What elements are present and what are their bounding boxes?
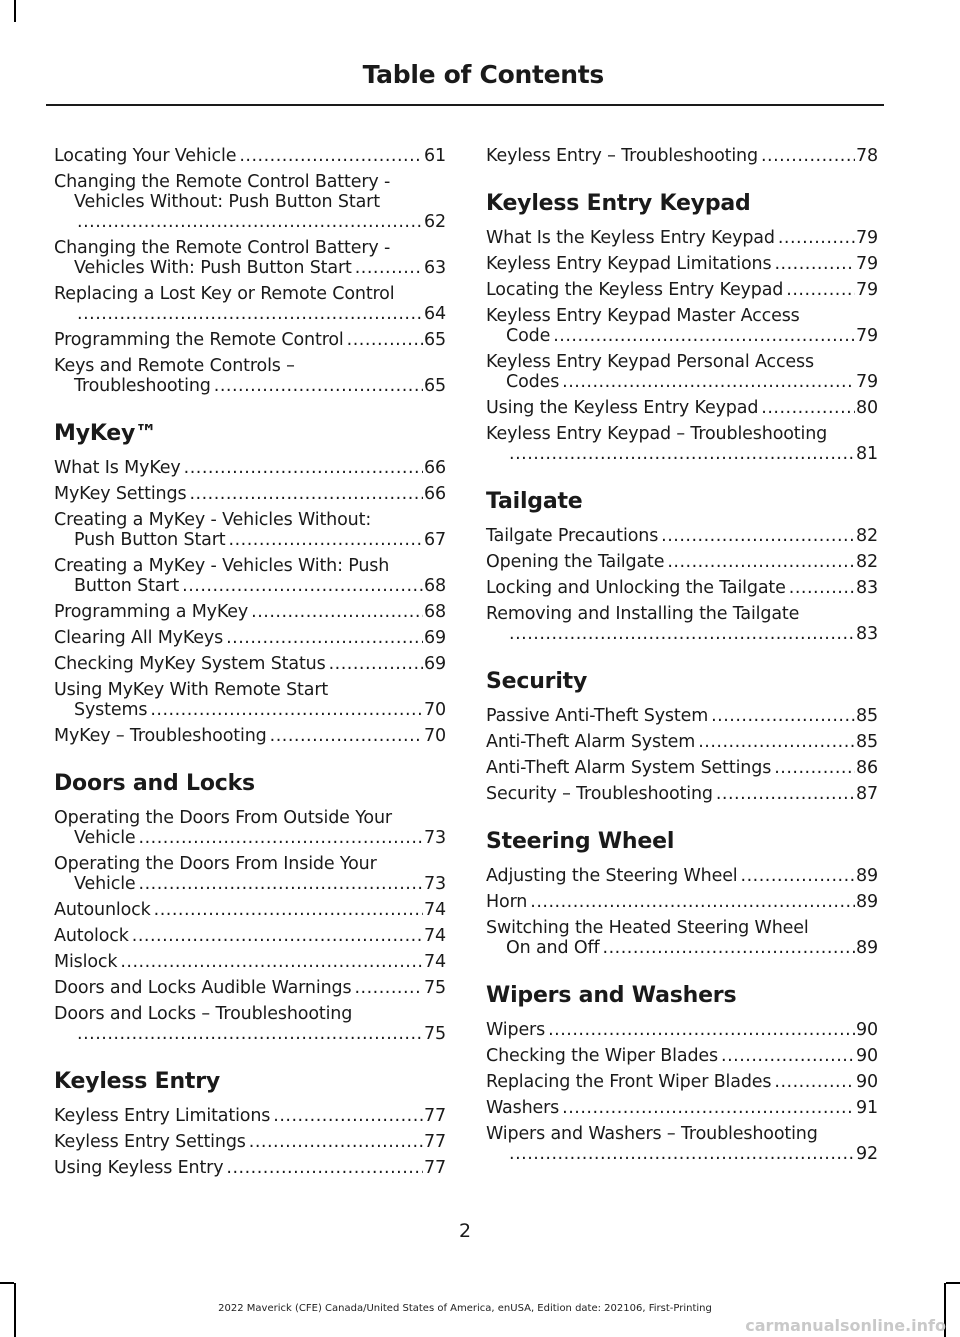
toc-entry[interactable] bbox=[54, 510, 446, 550]
toc-entry[interactable] bbox=[54, 172, 446, 232]
toc-entry-title: Removing and Installing the Tailgate bbox=[486, 604, 800, 624]
toc-entry-page: 73 bbox=[424, 874, 446, 894]
dot-leader bbox=[778, 228, 855, 248]
dot-leader bbox=[548, 1020, 855, 1040]
toc-entry[interactable] bbox=[54, 284, 446, 324]
section-heading-security: Security bbox=[486, 669, 588, 694]
toc-left-column bbox=[54, 146, 446, 1184]
toc-entry-page: 63 bbox=[424, 258, 446, 278]
toc-entry[interactable] bbox=[54, 1106, 446, 1126]
dot-leader bbox=[273, 1106, 423, 1126]
toc-entry[interactable] bbox=[486, 526, 878, 546]
toc-entry[interactable] bbox=[486, 918, 878, 958]
toc-entry[interactable] bbox=[486, 352, 878, 392]
toc-entry[interactable] bbox=[486, 604, 878, 644]
section-heading-mykey: MyKey™ bbox=[54, 421, 157, 446]
dot-leader bbox=[721, 1046, 855, 1066]
toc-entry-title: Using MyKey With Remote Start bbox=[54, 680, 329, 700]
dot-leader bbox=[354, 978, 423, 998]
dot-leader bbox=[774, 1072, 855, 1092]
dot-leader bbox=[347, 330, 423, 350]
toc-entry[interactable] bbox=[54, 808, 446, 848]
dot-leader bbox=[120, 952, 423, 972]
toc-entry[interactable] bbox=[486, 1072, 878, 1092]
dot-leader bbox=[711, 706, 855, 726]
toc-entry-title: Vehicles Without: Push Button Start bbox=[74, 192, 380, 212]
toc-entry-title: Keyless Entry – Troubleshooting bbox=[486, 146, 758, 166]
toc-entry-title: Autounlock bbox=[54, 900, 151, 920]
toc-entry-title: Keys and Remote Controls – bbox=[54, 356, 295, 376]
toc-entry-title: Autolock bbox=[54, 926, 129, 946]
toc-entry-title: Programming the Remote Control bbox=[54, 330, 344, 350]
title-rule bbox=[46, 104, 884, 106]
toc-entry-title: Doors and Locks – Troubleshooting bbox=[54, 1004, 353, 1024]
crop-mark-bottom-left-h bbox=[0, 1282, 14, 1284]
dot-leader bbox=[761, 398, 855, 418]
toc-entry-title: Checking MyKey System Status bbox=[54, 654, 326, 674]
toc-entry-page: 92 bbox=[856, 1144, 878, 1164]
dot-leader bbox=[226, 628, 423, 648]
toc-entry[interactable] bbox=[486, 552, 878, 572]
toc-entry[interactable] bbox=[486, 306, 878, 346]
toc-entry-page: 65 bbox=[424, 330, 446, 350]
dot-leader bbox=[667, 552, 855, 572]
crop-mark-top-left bbox=[14, 0, 16, 22]
dot-leader bbox=[774, 254, 855, 274]
toc-entry-title: Creating a MyKey - Vehicles With: Push bbox=[54, 556, 390, 576]
dot-leader bbox=[329, 654, 423, 674]
toc-entry-title: Checking the Wiper Blades bbox=[486, 1046, 718, 1066]
toc-entry-page: 79 bbox=[856, 280, 878, 300]
section-heading-tailgate: Tailgate bbox=[486, 489, 583, 514]
toc-entry[interactable] bbox=[54, 602, 446, 622]
toc-entry-page: 64 bbox=[424, 304, 446, 324]
toc-entry-title: Creating a MyKey - Vehicles Without: bbox=[54, 510, 372, 530]
toc-entry-page: 89 bbox=[856, 938, 878, 958]
dot-leader bbox=[774, 758, 855, 778]
toc-entry-page: 79 bbox=[856, 326, 878, 346]
toc-entry-title: Adjusting the Steering Wheel bbox=[486, 866, 738, 886]
section-heading-keyless-entry-keypad: Keyless Entry Keypad bbox=[486, 191, 751, 216]
toc-entry-page: 82 bbox=[856, 526, 878, 546]
toc-entry[interactable] bbox=[54, 356, 446, 396]
toc-entry[interactable] bbox=[54, 146, 446, 166]
toc-entry-title: Systems bbox=[74, 700, 148, 720]
toc-entry-page: 90 bbox=[856, 1046, 878, 1066]
toc-entry[interactable] bbox=[486, 146, 878, 166]
toc-entry[interactable] bbox=[54, 900, 446, 920]
toc-entry-title: MyKey – Troubleshooting bbox=[54, 726, 267, 746]
toc-entry-page: 75 bbox=[424, 978, 446, 998]
toc-entry-title: Washers bbox=[486, 1098, 560, 1118]
toc-entry-page: 89 bbox=[856, 866, 878, 886]
toc-entry-page: 81 bbox=[856, 444, 878, 464]
toc-entry-page: 70 bbox=[424, 700, 446, 720]
toc-entry[interactable] bbox=[54, 726, 446, 746]
toc-entry-title: Using Keyless Entry bbox=[54, 1158, 224, 1178]
toc-right-column bbox=[486, 146, 878, 1170]
toc-entry[interactable] bbox=[486, 254, 878, 274]
dot-leader bbox=[786, 280, 855, 300]
toc-entry-title: Keyless Entry Keypad Personal Access bbox=[486, 352, 814, 372]
toc-entry-title: Keyless Entry Keypad – Troubleshooting bbox=[486, 424, 828, 444]
toc-entry-title: Vehicles With: Push Button Start bbox=[74, 258, 352, 278]
dot-leader bbox=[132, 926, 423, 946]
toc-entry-title: Vehicle bbox=[74, 828, 136, 848]
toc-entry[interactable] bbox=[54, 330, 446, 350]
dot-leader bbox=[182, 576, 423, 596]
toc-entry-page: 62 bbox=[424, 212, 446, 232]
toc-entry-title: Keyless Entry Keypad Limitations bbox=[486, 254, 772, 274]
toc-entry-page: 77 bbox=[424, 1158, 446, 1178]
toc-entry[interactable] bbox=[486, 732, 878, 752]
dot-leader bbox=[509, 1144, 855, 1164]
toc-entry-page: 66 bbox=[424, 458, 446, 478]
toc-entry-page: 91 bbox=[856, 1098, 878, 1118]
toc-entry[interactable] bbox=[486, 706, 878, 726]
dot-leader bbox=[214, 376, 423, 396]
toc-entry-title: Horn bbox=[486, 892, 528, 912]
dot-leader bbox=[139, 828, 423, 848]
toc-entry-page: 74 bbox=[424, 926, 446, 946]
dot-leader bbox=[789, 578, 855, 598]
dot-leader bbox=[553, 326, 855, 346]
toc-entry-page: 90 bbox=[856, 1072, 878, 1092]
footer-edition-info: 2022 Maverick (CFE) Canada/United States of America, enUSA, Edition date: 202106, First-Printing bbox=[218, 1303, 712, 1314]
toc-entry-page: 85 bbox=[856, 706, 878, 726]
toc-entry-title: Code bbox=[506, 326, 551, 346]
toc-entry[interactable] bbox=[54, 1158, 446, 1178]
toc-entry[interactable] bbox=[486, 1046, 878, 1066]
toc-entry-title: Codes bbox=[506, 372, 560, 392]
dot-leader bbox=[226, 1158, 423, 1178]
page-number: 2 bbox=[458, 1220, 472, 1242]
toc-entry[interactable] bbox=[486, 892, 878, 912]
toc-entry-page: 69 bbox=[424, 654, 446, 674]
toc-entry[interactable] bbox=[54, 854, 446, 894]
toc-entry-page: 82 bbox=[856, 552, 878, 572]
toc-entry-page: 69 bbox=[424, 628, 446, 648]
toc-entry[interactable] bbox=[486, 1098, 878, 1118]
toc-entry-page: 74 bbox=[424, 952, 446, 972]
toc-entry[interactable] bbox=[54, 458, 446, 478]
toc-entry-page: 79 bbox=[856, 228, 878, 248]
toc-entry-title: Security – Troubleshooting bbox=[486, 784, 713, 804]
toc-entry-title: Changing the Remote Control Battery - bbox=[54, 172, 391, 192]
toc-entry[interactable] bbox=[54, 926, 446, 946]
dot-leader bbox=[355, 258, 423, 278]
toc-entry-title: Keyless Entry Limitations bbox=[54, 1106, 271, 1126]
toc-entry[interactable] bbox=[486, 758, 878, 778]
toc-entry-title: Vehicle bbox=[74, 874, 136, 894]
toc-entry-page: 79 bbox=[856, 254, 878, 274]
toc-entry-title: On and Off bbox=[506, 938, 600, 958]
dot-leader bbox=[251, 602, 423, 622]
dot-leader bbox=[509, 624, 855, 644]
toc-entry[interactable] bbox=[486, 280, 878, 300]
toc-entry[interactable] bbox=[486, 398, 878, 418]
toc-entry-title: Mislock bbox=[54, 952, 118, 972]
toc-entry[interactable] bbox=[54, 654, 446, 674]
dot-leader bbox=[509, 444, 855, 464]
section-heading-keyless-entry: Keyless Entry bbox=[54, 1069, 221, 1094]
dot-leader bbox=[77, 212, 423, 232]
dot-leader bbox=[184, 458, 423, 478]
toc-entry-title: Operating the Doors From Inside Your bbox=[54, 854, 377, 874]
toc-entry-title: What Is the Keyless Entry Keypad bbox=[486, 228, 775, 248]
toc-entry-title: MyKey Settings bbox=[54, 484, 187, 504]
toc-entry-page: 65 bbox=[424, 376, 446, 396]
toc-entry-title: Keyless Entry Keypad Master Access bbox=[486, 306, 800, 326]
toc-entry-page: 74 bbox=[424, 900, 446, 920]
dot-leader bbox=[139, 874, 423, 894]
dot-leader bbox=[761, 146, 855, 166]
dot-leader bbox=[229, 530, 424, 550]
dot-leader bbox=[77, 304, 423, 324]
dot-leader bbox=[189, 484, 423, 504]
watermark: carmanualsonline.info bbox=[745, 1316, 946, 1335]
toc-entry-page: 70 bbox=[424, 726, 446, 746]
toc-entry-page: 73 bbox=[424, 828, 446, 848]
section-heading-wipers-and-washers: Wipers and Washers bbox=[486, 983, 737, 1008]
dot-leader bbox=[661, 526, 855, 546]
toc-entry-title: Button Start bbox=[74, 576, 180, 596]
toc-entry-title: Locating the Keyless Entry Keypad bbox=[486, 280, 784, 300]
dot-leader bbox=[154, 900, 423, 920]
toc-entry-title: Wipers bbox=[486, 1020, 546, 1040]
dot-leader bbox=[530, 892, 855, 912]
toc-entry-title: Clearing All MyKeys bbox=[54, 628, 224, 648]
toc-entry-title: Programming a MyKey bbox=[54, 602, 249, 622]
toc-entry-title: Locating Your Vehicle bbox=[54, 146, 237, 166]
toc-entry-title: Push Button Start bbox=[74, 530, 226, 550]
dot-leader bbox=[562, 372, 855, 392]
dot-leader bbox=[698, 732, 855, 752]
toc-entry-page: 78 bbox=[856, 146, 878, 166]
toc-entry-page: 79 bbox=[856, 372, 878, 392]
section-heading-steering-wheel: Steering Wheel bbox=[486, 829, 675, 854]
toc-entry-title: Wipers and Washers – Troubleshooting bbox=[486, 1124, 818, 1144]
toc-entry-title: Passive Anti-Theft System bbox=[486, 706, 709, 726]
toc-entry-page: 66 bbox=[424, 484, 446, 504]
toc-entry[interactable] bbox=[54, 484, 446, 504]
dot-leader bbox=[741, 866, 856, 886]
toc-entry-page: 89 bbox=[856, 892, 878, 912]
toc-entry[interactable] bbox=[486, 1124, 878, 1164]
dot-leader bbox=[716, 784, 855, 804]
dot-leader bbox=[603, 938, 856, 958]
toc-entry-page: 67 bbox=[424, 530, 446, 550]
toc-entry-title: Changing the Remote Control Battery - bbox=[54, 238, 391, 258]
toc-entry[interactable] bbox=[54, 1004, 446, 1044]
dot-leader bbox=[239, 146, 423, 166]
toc-entry-title: Replacing a Lost Key or Remote Control bbox=[54, 284, 395, 304]
toc-entry-page: 85 bbox=[856, 732, 878, 752]
toc-entry-page: 87 bbox=[856, 784, 878, 804]
toc-entry-page: 68 bbox=[424, 602, 446, 622]
toc-entry[interactable] bbox=[54, 556, 446, 596]
dot-leader bbox=[77, 1024, 423, 1044]
dot-leader bbox=[249, 1132, 423, 1152]
toc-entry[interactable] bbox=[486, 1020, 878, 1040]
toc-entry-title: Troubleshooting bbox=[74, 376, 211, 396]
toc-entry[interactable] bbox=[54, 978, 446, 998]
toc-entry-page: 68 bbox=[424, 576, 446, 596]
toc-entry-page: 83 bbox=[856, 578, 878, 598]
toc-entry-title: What Is MyKey bbox=[54, 458, 181, 478]
toc-entry[interactable] bbox=[54, 628, 446, 648]
toc-entry-title: Anti-Theft Alarm System bbox=[486, 732, 696, 752]
toc-entry-title: Operating the Doors From Outside Your bbox=[54, 808, 392, 828]
toc-entry-title: Doors and Locks Audible Warnings bbox=[54, 978, 352, 998]
toc-entry-title: Opening the Tailgate bbox=[486, 552, 665, 572]
dot-leader bbox=[562, 1098, 855, 1118]
page-title: Table of Contents bbox=[362, 60, 604, 89]
toc-entry[interactable] bbox=[486, 866, 878, 886]
toc-entry-title: Anti-Theft Alarm System Settings bbox=[486, 758, 772, 778]
toc-entry-title: Switching the Heated Steering Wheel bbox=[486, 918, 809, 938]
toc-entry[interactable] bbox=[54, 238, 446, 278]
toc-entry[interactable] bbox=[486, 424, 878, 464]
toc-entry-page: 90 bbox=[856, 1020, 878, 1040]
dot-leader bbox=[150, 700, 423, 720]
toc-entry-title: Using the Keyless Entry Keypad bbox=[486, 398, 759, 418]
toc-entry[interactable] bbox=[486, 578, 878, 598]
toc-entry-page: 77 bbox=[424, 1106, 446, 1126]
toc-entry[interactable] bbox=[486, 228, 878, 248]
toc-entry-page: 86 bbox=[856, 758, 878, 778]
toc-entry-title: Locking and Unlocking the Tailgate bbox=[486, 578, 786, 598]
toc-entry-page: 83 bbox=[856, 624, 878, 644]
section-heading-doors-and-locks: Doors and Locks bbox=[54, 771, 255, 796]
toc-entry[interactable] bbox=[54, 680, 446, 720]
toc-entry-page: 75 bbox=[424, 1024, 446, 1044]
toc-entry-page: 80 bbox=[856, 398, 878, 418]
toc-entry[interactable] bbox=[54, 1132, 446, 1152]
toc-entry-title: Tailgate Precautions bbox=[486, 526, 659, 546]
toc-entry-page: 77 bbox=[424, 1132, 446, 1152]
dot-leader bbox=[270, 726, 423, 746]
toc-entry[interactable] bbox=[486, 784, 878, 804]
toc-entry[interactable] bbox=[54, 952, 446, 972]
crop-mark-bottom-right-h bbox=[946, 1282, 960, 1284]
toc-entry-page: 61 bbox=[424, 146, 446, 166]
toc-entry-title: Replacing the Front Wiper Blades bbox=[486, 1072, 772, 1092]
toc-entry-title: Keyless Entry Settings bbox=[54, 1132, 246, 1152]
